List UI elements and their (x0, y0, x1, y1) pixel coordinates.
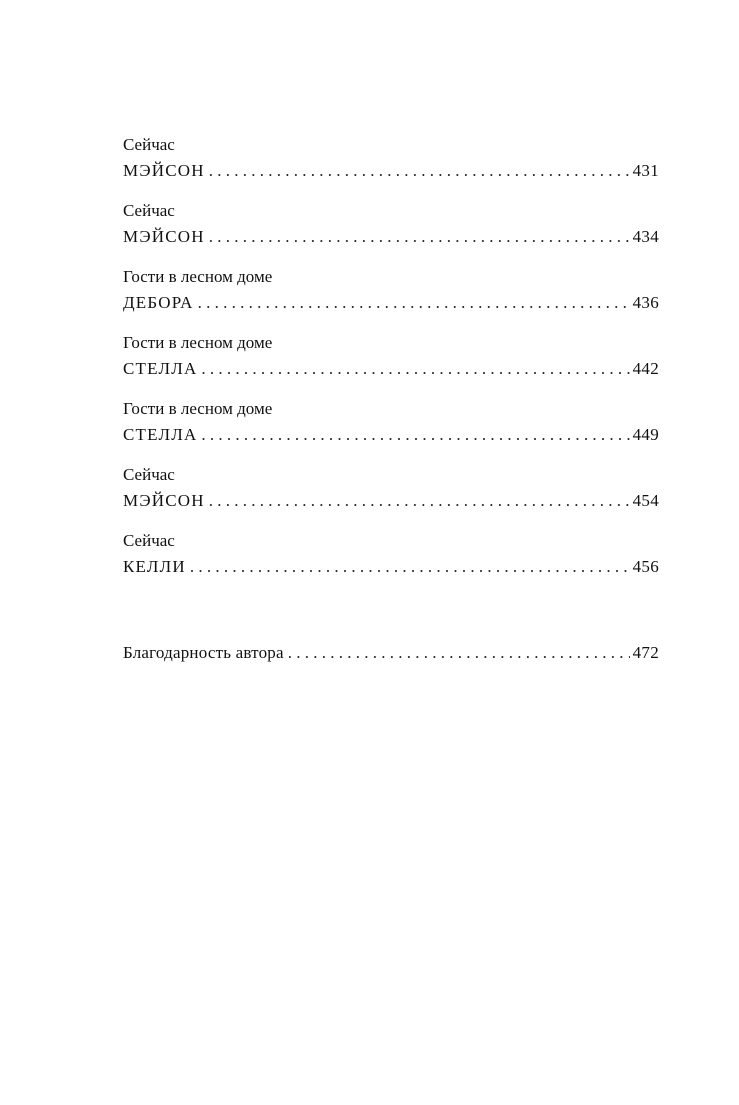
toc-entry-page-number: 454 (632, 491, 659, 510)
toc-entry (123, 132, 659, 184)
dot-leader (209, 487, 630, 514)
acknowledgements-line[interactable] (123, 639, 659, 666)
dot-leader (201, 355, 629, 382)
toc-entry-page-number: 436 (632, 293, 659, 312)
toc-entry-line[interactable] (123, 421, 659, 448)
toc-entry-subtitle: Сейчас (123, 465, 175, 484)
toc-entry-title: МЭЙСОН (123, 161, 205, 180)
toc-entry-line[interactable] (123, 157, 659, 184)
toc-entry-subtitle: Сейчас (123, 201, 175, 220)
toc-entry-line[interactable] (123, 355, 659, 382)
toc-entry-page-number: 431 (632, 161, 659, 180)
dot-leader (201, 421, 629, 448)
acknowledgements-title: Благодарность автора (123, 643, 284, 662)
toc-entry-title: МЭЙСОН (123, 491, 205, 510)
toc-entry-subtitle: Сейчас (123, 531, 175, 550)
acknowledgements-page-number: 472 (632, 643, 659, 662)
toc-entry-page-number: 434 (632, 227, 659, 246)
toc-entry-subtitle: Сейчас (123, 135, 175, 154)
dot-leader (209, 223, 630, 250)
toc-entry-line[interactable] (123, 223, 659, 250)
toc-entry-subtitle: Гости в лесном доме (123, 267, 273, 286)
acknowledgements-entry (123, 639, 659, 666)
toc-entry-title: СТЕЛЛА (123, 359, 198, 378)
toc-entry-title: ДЕБОРА (123, 293, 194, 312)
toc-entry (123, 528, 659, 580)
toc-entry-title: МЭЙСОН (123, 227, 205, 246)
toc-entry-line[interactable] (123, 289, 659, 316)
toc-entry-subtitle: Гости в лесном доме (123, 333, 273, 352)
toc-entry (123, 330, 659, 382)
toc-entry (123, 462, 659, 514)
table-of-contents (123, 132, 659, 594)
dot-leader (198, 289, 630, 316)
toc-entry-page-number: 449 (632, 425, 659, 444)
dot-leader (288, 639, 630, 666)
toc-entry (123, 396, 659, 448)
dot-leader (209, 157, 630, 184)
toc-entry-subtitle: Гости в лесном доме (123, 399, 273, 418)
toc-entry-page-number: 442 (632, 359, 659, 378)
toc-entry-page-number: 456 (632, 557, 659, 576)
toc-entry-line[interactable] (123, 487, 659, 514)
toc-entry-line[interactable] (123, 553, 659, 580)
toc-entry-title: КЕЛЛИ (123, 557, 186, 576)
dot-leader (190, 553, 630, 580)
toc-entry-title: СТЕЛЛА (123, 425, 198, 444)
toc-entry (123, 264, 659, 316)
toc-entry (123, 198, 659, 250)
